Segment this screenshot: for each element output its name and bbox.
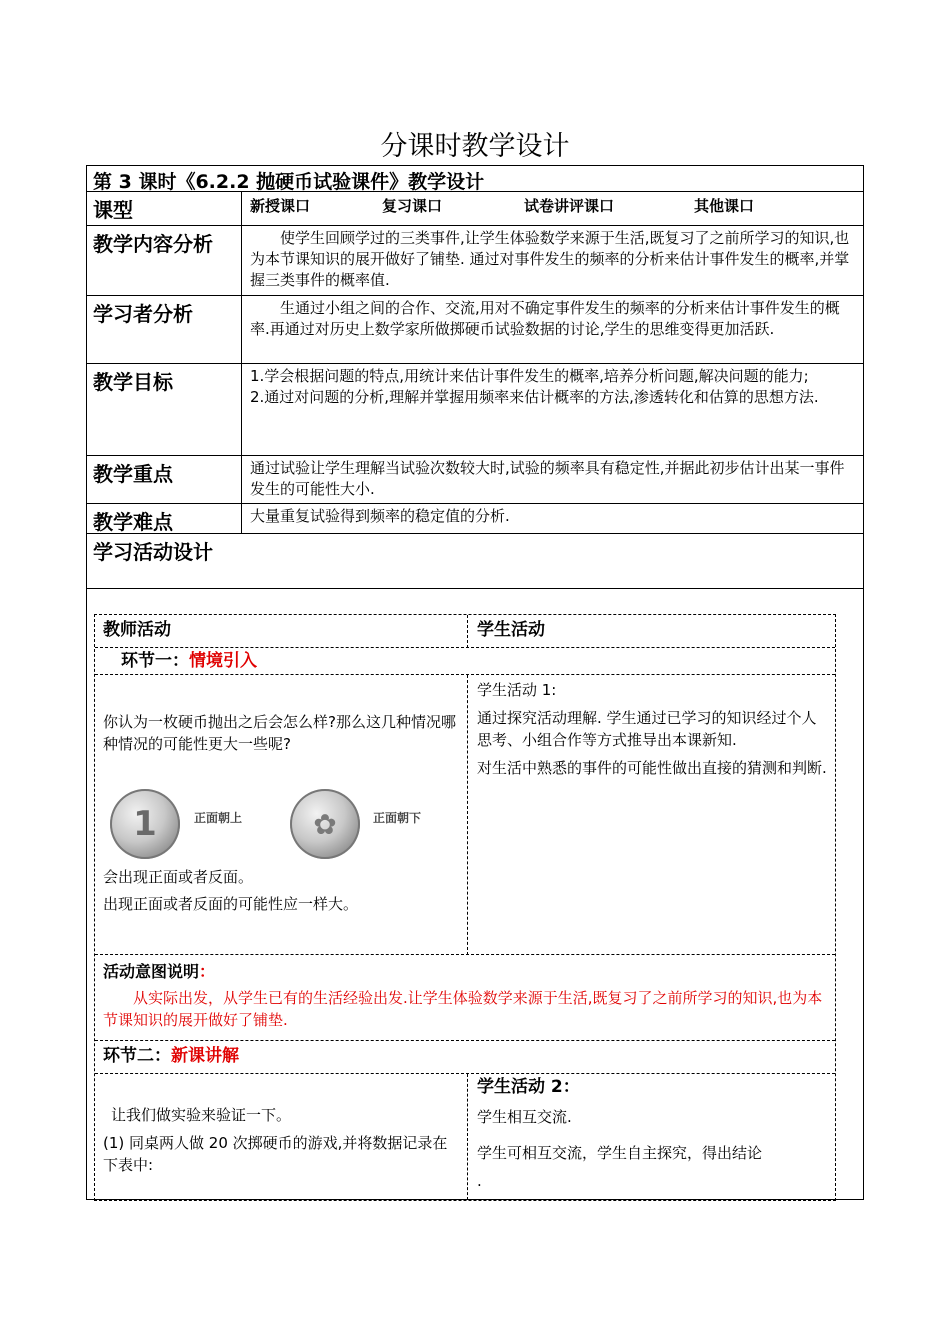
stage2-title bbox=[103, 1045, 239, 1067]
difficulties-text: 大量重复试验得到频率的稳定值的分析. bbox=[250, 507, 510, 525]
stage1-title bbox=[121, 650, 257, 672]
activity-table bbox=[94, 614, 836, 1201]
student-activity2-text2: 学生可相互交流，学生自主探究，得出结论 bbox=[477, 1144, 763, 1162]
course-type-options bbox=[242, 192, 863, 215]
course-type-option-exam-review[interactable]: 试卷讲评课口 bbox=[524, 197, 615, 215]
stage1-divider bbox=[467, 675, 468, 955]
stage1-name: 情境引入 bbox=[189, 651, 257, 671]
stage2-teacher-line1: 让我们做实验来验证一下。 bbox=[111, 1106, 292, 1124]
content-analysis-row bbox=[87, 226, 863, 296]
key-points-row bbox=[87, 456, 863, 504]
difficulties-label: 教学难点 bbox=[87, 504, 242, 533]
stage2-divider bbox=[467, 1074, 468, 1200]
course-type-option-review[interactable]: 复习课口 bbox=[382, 197, 443, 215]
course-type-option-other[interactable]: 其他课口 bbox=[694, 197, 755, 215]
difficulties-row bbox=[87, 504, 863, 534]
intent-text: 从实际出发，从学生已有的生活经验出发.让学生体验数学来源于生活,既复习了之前所学习的知识,也为本节课知识的展开做好了铺垫. bbox=[103, 989, 823, 1029]
coin-tails-label: 正面朝下 bbox=[373, 811, 422, 825]
key-points-label: 教学重点 bbox=[87, 456, 242, 503]
student-activity-header: 学生活动 bbox=[477, 620, 545, 640]
student-activity2-text3: . bbox=[477, 1172, 482, 1190]
intent-label-text: 活动意图说明 bbox=[103, 962, 200, 981]
activity-design-row bbox=[87, 534, 863, 589]
stage1-teacher-line1: 会出现正面或者反面。 bbox=[103, 868, 254, 886]
coin-tails-icon: ✿ bbox=[290, 789, 360, 859]
teacher-activity-header: 教师活动 bbox=[103, 620, 171, 640]
intent-label bbox=[103, 961, 215, 983]
stage1-row bbox=[95, 648, 835, 675]
stage1-teacher-line2: 出现正面或者反面的可能性应一样大。 bbox=[103, 895, 359, 913]
key-points-text: 通过试验让学生理解当试验次数较大时,试验的频率具有稳定性,并据此初步估计出某一事件发生的可能性大小. bbox=[250, 459, 845, 498]
objective-item: 1.学会根据问题的特点,用统计来估计事件发生的概率,培养分析问题,解决问题的能力; bbox=[250, 367, 809, 385]
stage1-teacher-question: 你认为一枚硬币抛出之后会怎么样?那么这几种情况哪种情况的可能性更大一些呢? bbox=[103, 713, 456, 753]
coin-heads-label: 正面朝上 bbox=[194, 811, 243, 825]
activity-header-row bbox=[95, 615, 835, 648]
objectives-text bbox=[242, 364, 863, 408]
objectives-row bbox=[87, 364, 863, 456]
course-type-option-new[interactable]: 新授课口 bbox=[250, 197, 311, 215]
stage1-content-row bbox=[95, 675, 835, 955]
lesson-heading: 第 3 课时《6.2.2 抛硬币试验课件》教学设计 bbox=[93, 171, 485, 193]
stage2-content-row bbox=[95, 1074, 835, 1200]
student-activity1-text2: 对生活中熟悉的事件的可能性做出直接的猜测和判断. bbox=[477, 759, 827, 777]
header-divider bbox=[467, 615, 468, 648]
learner-analysis-row bbox=[87, 296, 863, 364]
lesson-plan-table bbox=[86, 165, 864, 1200]
lesson-heading-row bbox=[87, 166, 863, 192]
stage2-prefix: 环节二： bbox=[103, 1046, 171, 1066]
objectives-label: 教学目标 bbox=[87, 364, 242, 455]
page-title: 分课时教学设计 bbox=[380, 131, 570, 162]
coin-heads-icon: 1 bbox=[110, 789, 180, 859]
student-activity1-title: 学生活动 1: bbox=[477, 681, 557, 699]
content-analysis-text: 使学生回顾学过的三类事件,让学生体验数学来源于生活,既复习了之前所学习的知识,也为本节课知识的展开做好了铺垫. 通过对事件发生的频率的分析来估计事件发生的概率,并掌握三类事件的概率值. bbox=[250, 229, 850, 289]
learner-analysis-text: 生通过小组之间的合作、交流,用对不确定事件发生的频率的分析来估计事件发生的概率.再通过对历史上数学家所做掷硬币试验数据的讨论,学生的思维变得更加活跃. bbox=[250, 299, 840, 338]
stage2-teacher-line2: (1) 同桌两人做 20 次掷硬币的游戏,并将数据记录在下表中: bbox=[103, 1134, 448, 1174]
stage1-prefix: 环节一： bbox=[121, 651, 189, 671]
learner-analysis-label: 学习者分析 bbox=[87, 296, 242, 363]
student-activity2-text1: 学生相互交流. bbox=[477, 1108, 572, 1126]
student-activity2-title: 学生活动 2： bbox=[477, 1077, 580, 1097]
course-type-label: 课型 bbox=[87, 192, 242, 225]
stage2-name: 新课讲解 bbox=[171, 1046, 239, 1066]
stage2-row bbox=[95, 1041, 835, 1074]
activity-design-label: 学习活动设计 bbox=[93, 540, 213, 564]
objective-item: 2.通过对问题的分析,理解并掌握用频率来估计概率的方法,渗透转化和估算的思想方法. bbox=[250, 388, 819, 406]
intent-row bbox=[95, 955, 835, 1041]
student-activity1-text1: 通过探究活动理解. 学生通过已学习的知识经过个人思考、小组合作等方式推导出本课新知. bbox=[477, 709, 817, 749]
course-type-row bbox=[87, 192, 863, 226]
content-analysis-label: 教学内容分析 bbox=[87, 226, 242, 295]
intent-colon: ： bbox=[199, 962, 216, 981]
